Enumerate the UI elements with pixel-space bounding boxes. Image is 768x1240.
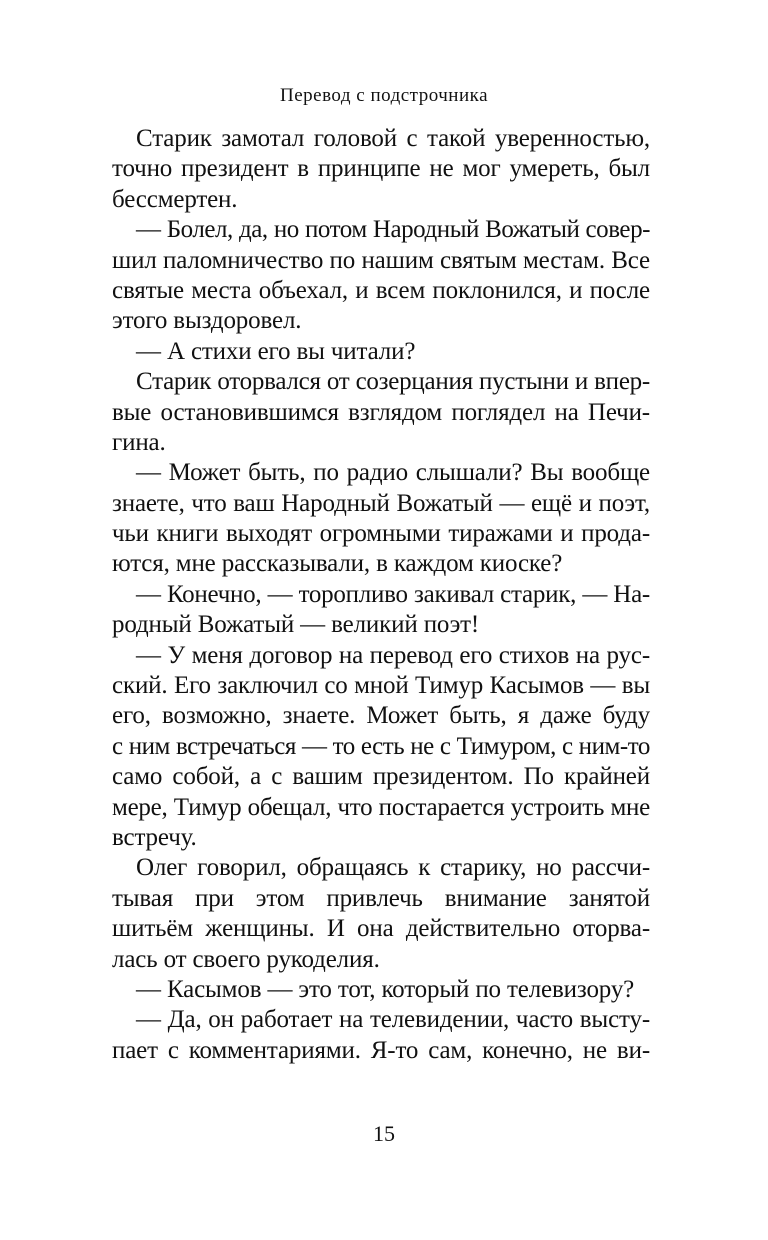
text-line: — Может быть, по радио слышали? Вы вообще xyxy=(136,459,650,487)
text-line: шил паломничество по нашим святым местам. Все xyxy=(112,246,650,274)
text-line: Олег говорил, обращаясь к старику, но рассчи- xyxy=(136,854,650,882)
text-line: — Да, он работает на телевидении, часто высту- xyxy=(136,1006,650,1034)
text-line: его, возможно, знаете. Может быть, я даже буду xyxy=(112,702,650,730)
text-line: — А стихи его вы читали? xyxy=(136,337,416,365)
text-line: святые места объехал, и всем поклонился, и после xyxy=(112,276,650,304)
text-line: чьи книги выходят огромными тиражами и прода- xyxy=(112,520,650,548)
text-line: — У меня договор на перевод его стихов на рус- xyxy=(136,641,650,669)
text-line: встречу. xyxy=(112,823,197,851)
text-line: тывая при этом привлечь внимание занятой xyxy=(112,884,650,912)
running-head: Перевод с подстрочника xyxy=(279,85,488,106)
text-line: ский. Его заключил со мной Тимур Касымов — вы xyxy=(112,672,650,700)
text-line: пает с комментариями. Я-то сам, конечно, не ви- xyxy=(112,1036,650,1064)
text-line: шитьём женщины. И она действительно оторва- xyxy=(112,915,650,943)
text-line: вые остановившимся взглядом поглядел на Печи- xyxy=(112,398,650,426)
text-line: лась от своего рукоделия. xyxy=(112,945,380,973)
text-line: бессмертен. xyxy=(112,185,238,213)
text-line: знаете, что ваш Народный Вожатый — ещё и поэт, xyxy=(112,489,650,517)
text-line: родный Вожатый — великий поэт! xyxy=(112,611,480,639)
text-line: само собой, а с вашим президентом. По крайней xyxy=(112,763,650,791)
text-line: гина. xyxy=(112,428,166,456)
body-text xyxy=(112,124,650,1066)
text-line: — Касымов — это тот, который по телевизору? xyxy=(136,975,635,1003)
text-line: Старик замотал головой с такой уверенностью, xyxy=(136,125,650,152)
text-line: точно президент в принципе не мог умереть, был xyxy=(112,155,650,183)
text-line: Старик оторвался от созерцания пустыни и впер- xyxy=(136,368,650,396)
text-line: ются, мне рассказывали, в каждом киоске? xyxy=(112,550,563,578)
text-line: мере, Тимур обещал, что постарается устроить мне xyxy=(112,793,650,821)
page-number: 15 xyxy=(373,1121,395,1146)
text-line: этого выздоровел. xyxy=(112,307,302,335)
text-line: с ним встречаться — то есть не с Тимуром, с ним-то xyxy=(112,732,650,760)
text-line: — Конечно, — торопливо закивал старик, — На- xyxy=(136,580,650,608)
text-line: — Болел, да, но потом Народный Вожатый совер- xyxy=(136,216,650,244)
